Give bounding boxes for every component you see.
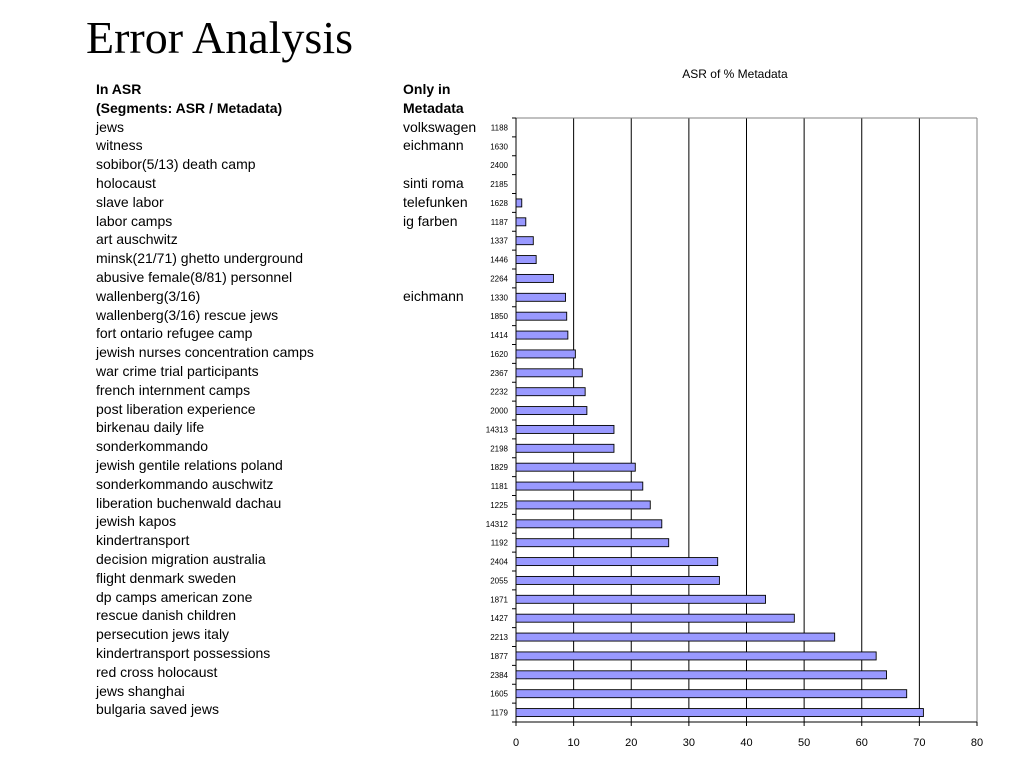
- asr-topic-item: abusive female(8/81) personnel: [96, 268, 293, 285]
- page-title: Error Analysis: [86, 12, 354, 63]
- y-tick-label: 1605: [490, 689, 508, 699]
- asr-topic-item: persecution jews italy: [96, 626, 230, 643]
- y-tick-label: 1179: [490, 708, 508, 718]
- asr-topic-item: jews: [96, 118, 125, 135]
- asr-topic-item: minsk(21/71) ghetto underground: [96, 250, 304, 267]
- asr-topic-item: labor camps: [96, 212, 173, 229]
- bar: [516, 218, 526, 226]
- y-tick-label: 2055: [490, 576, 508, 586]
- y-tick-label: 1181: [490, 482, 508, 492]
- asr-topic-item: kindertransport: [96, 532, 190, 549]
- y-tick-label: 1187: [490, 217, 508, 227]
- x-tick-label: 0: [512, 737, 520, 749]
- y-tick-label: 2384: [490, 670, 508, 680]
- bar: [516, 520, 662, 528]
- y-tick-label: 1330: [490, 293, 508, 303]
- bar: [516, 293, 566, 301]
- asr-topic-item: french internment camps: [96, 381, 251, 398]
- metadata-topic-item: ig farben: [403, 212, 458, 229]
- asr-topic-item: jews shanghai: [96, 682, 185, 699]
- y-tick-label: 1188: [490, 123, 508, 133]
- bar: [516, 633, 835, 641]
- asr-topic-item: wallenberg(3/16): [96, 287, 201, 304]
- y-tick-label: 1620: [490, 349, 508, 359]
- y-tick-label: 2198: [490, 444, 508, 454]
- asr-header-line2: (Segments: ASR / Metadata): [96, 99, 283, 116]
- chart-title: ASR of % Metadata: [682, 67, 788, 81]
- bar: [516, 350, 575, 358]
- y-tick-label: 2213: [490, 633, 508, 643]
- y-tick-label: 2400: [490, 161, 508, 171]
- y-tick-label: 1877: [490, 651, 508, 661]
- asr-topic-item: wallenberg(3/16) rescue jews: [96, 306, 279, 323]
- y-tick-label: 1192: [490, 538, 508, 548]
- asr-topic-item: sonderkommando: [96, 438, 209, 455]
- bar: [516, 369, 582, 377]
- bar: [516, 539, 669, 547]
- asr-topic-item: sobibor(5/13) death camp: [96, 156, 256, 173]
- metadata-header-line1: Only in: [403, 81, 451, 97]
- asr-topic-item: jewish gentile relations poland: [96, 456, 283, 473]
- y-tick-label: 2367: [490, 368, 508, 378]
- metadata-topic-item: sinti roma: [403, 174, 464, 191]
- y-tick-label: 1337: [490, 236, 508, 246]
- asr-topic-item: war crime trial participants: [96, 362, 259, 379]
- y-tick-label: 1630: [490, 142, 508, 152]
- x-tick-label: 50: [798, 737, 811, 749]
- bar: [516, 463, 635, 471]
- asr-topic-item: jewish kapos: [96, 513, 177, 530]
- x-tick-label: 80: [970, 737, 984, 749]
- x-tick-label: 30: [682, 737, 695, 749]
- y-tick-label: 1871: [490, 595, 508, 605]
- bar: [516, 709, 923, 717]
- metadata-topic-item: telefunken: [403, 193, 468, 210]
- metadata-header-line2: Metadata: [403, 99, 464, 116]
- y-tick-label: 14312: [485, 519, 508, 529]
- y-tick-label: 2232: [490, 387, 508, 397]
- y-tick-label: 14313: [485, 425, 508, 435]
- asr-topic-item: art auschwitz: [96, 231, 178, 248]
- bar: [516, 444, 614, 452]
- metadata-topic-item: eichmann: [403, 137, 464, 154]
- bar: [516, 501, 650, 509]
- asr-topic-item: holocaust: [96, 174, 156, 191]
- asr-topic-item: dp camps american zone: [96, 588, 253, 605]
- bar: [516, 237, 533, 245]
- x-tick-label: 60: [855, 737, 868, 749]
- bar: [516, 256, 536, 264]
- asr-topic-item: witness: [96, 137, 143, 154]
- x-tick-label: 70: [913, 737, 926, 749]
- asr-topic-item: decision migration australia: [96, 550, 266, 567]
- x-tick-label: 40: [740, 737, 753, 749]
- y-tick-label: 2404: [490, 557, 508, 567]
- y-tick-label: 1829: [490, 463, 508, 473]
- asr-topic-item: red cross holocaust: [96, 663, 218, 680]
- asr-topic-item: jewish nurses concentration camps: [96, 344, 314, 361]
- y-tick-label: 2264: [490, 274, 508, 284]
- y-tick-label: 2000: [490, 406, 508, 416]
- bar: [516, 576, 719, 584]
- asr-topic-item: kindertransport possessions: [96, 644, 271, 661]
- bar: [516, 199, 522, 207]
- bar: [516, 312, 567, 320]
- asr-topic-item: sonderkommando auschwitz: [96, 475, 274, 492]
- y-tick-label: 1427: [490, 614, 508, 624]
- bar: [516, 407, 587, 415]
- bar: [516, 652, 876, 660]
- x-tick-label: 10: [567, 737, 580, 749]
- bar: [516, 614, 794, 622]
- asr-topic-item: post liberation experience: [96, 400, 256, 417]
- asr-topic-item: rescue danish children: [96, 607, 237, 624]
- asr-topic-item: slave labor: [96, 193, 164, 210]
- bar: [516, 331, 568, 339]
- asr-topic-item: fort ontario refugee camp: [96, 325, 253, 342]
- x-tick-label: 20: [625, 737, 638, 749]
- bar: [516, 595, 766, 603]
- asr-topic-item: birkenau daily life: [96, 419, 205, 436]
- asr-header-line1: In ASR: [96, 81, 142, 97]
- y-tick-label: 1850: [490, 312, 508, 322]
- bar: [516, 388, 585, 396]
- metadata-topic-item: volkswagen: [403, 118, 477, 135]
- bar: [516, 425, 614, 433]
- metadata-topic-item: eichmann: [403, 287, 464, 304]
- y-tick-label: 1446: [490, 255, 508, 265]
- bar: [516, 690, 907, 698]
- y-tick-label: 2185: [490, 180, 508, 190]
- y-tick-label: 1225: [490, 500, 508, 510]
- bar: [516, 482, 643, 490]
- asr-topic-item: flight denmark sweden: [96, 569, 237, 586]
- y-tick-label: 1414: [490, 331, 508, 341]
- y-tick-label: 1628: [490, 198, 508, 208]
- asr-topic-item: bulgaria saved jews: [96, 701, 219, 718]
- bar: [516, 671, 887, 679]
- bar: [516, 274, 553, 282]
- asr-topic-item: liberation buchenwald dachau: [96, 494, 282, 511]
- bar: [516, 558, 718, 566]
